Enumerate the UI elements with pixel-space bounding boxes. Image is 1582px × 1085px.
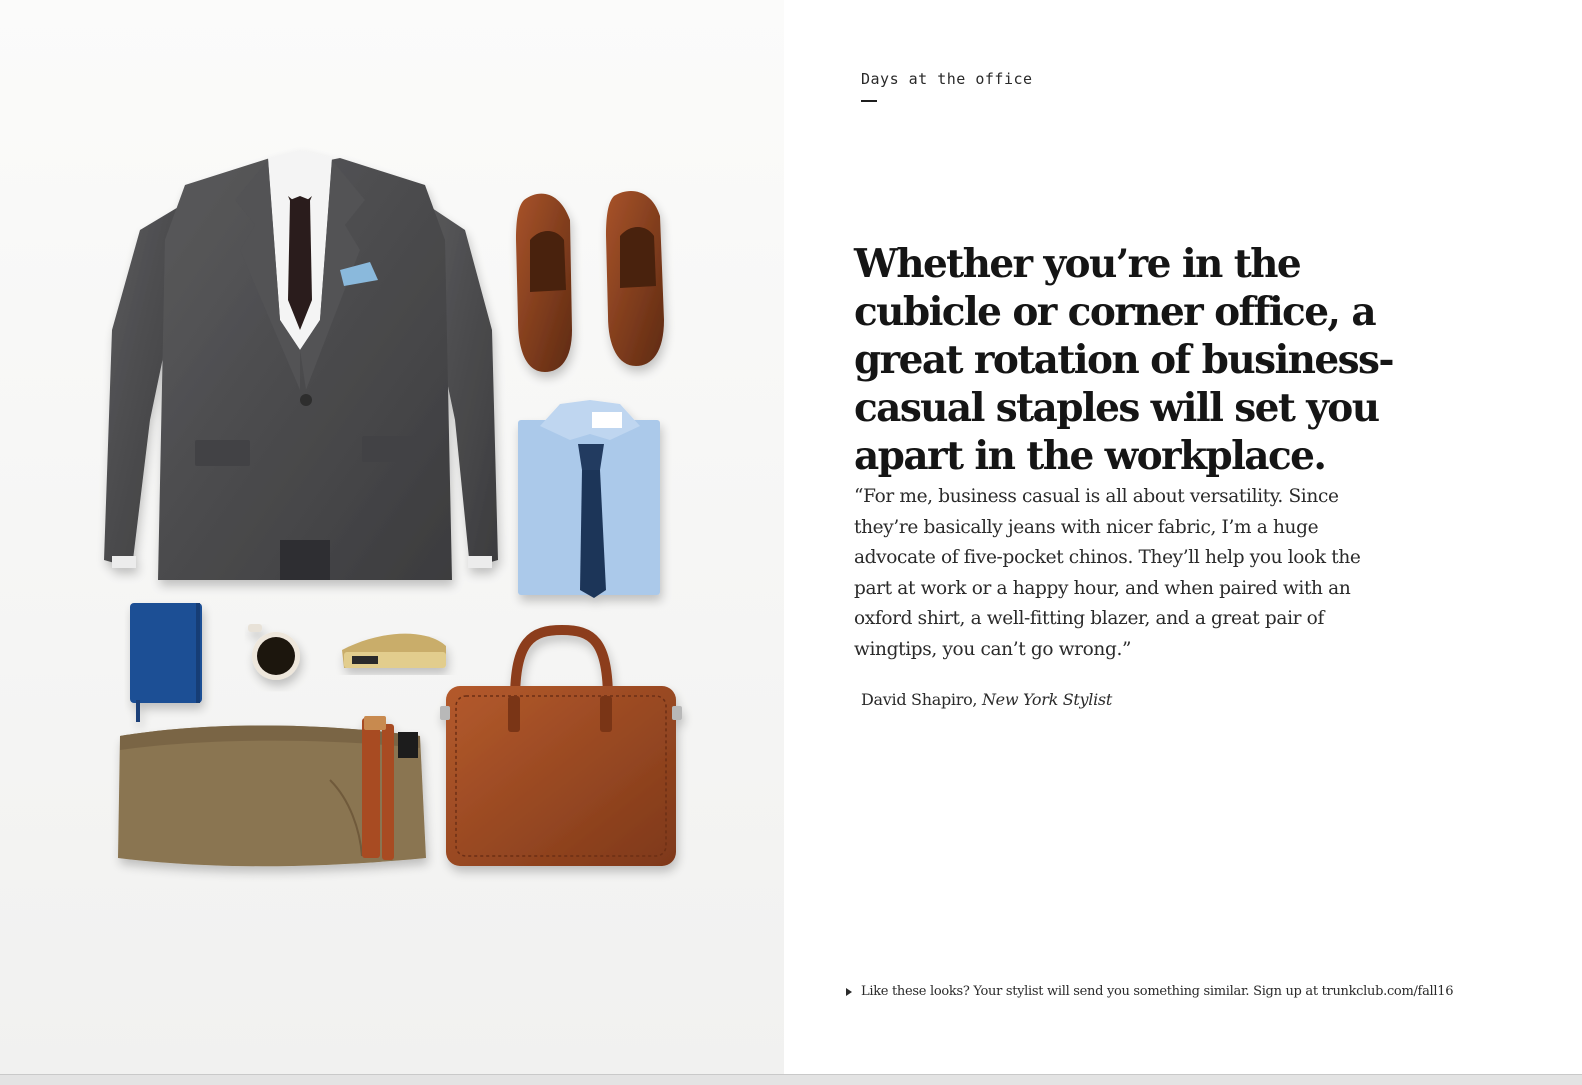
- signup-cta[interactable]: [846, 984, 1453, 999]
- outfit-photo: [0, 0, 784, 1074]
- attribution-role: New York Stylist: [981, 690, 1112, 709]
- play-triangle-icon: [846, 988, 852, 996]
- chinos-item: [118, 716, 426, 866]
- quote-attribution: [861, 690, 1112, 709]
- section-label: Days at the office: [861, 70, 1033, 88]
- page-bottom-edge: [0, 1074, 1582, 1085]
- stylist-quote: “For me, business casual is all about versatility. Since they’re basically jeans with nicer fabric, I’m a huge advocate of five-pocket chinos. They’ll help you look the part at work or a happy hour, and when paired with an oxford shirt, a well-fitting blazer, and a great pair of wingtips, you can’t go wrong.”: [854, 486, 1361, 660]
- attribution-name: David Shapiro,: [861, 690, 978, 709]
- signup-cta-text[interactable]: Like these looks? Your stylist will send you something similar. Sign up at trunkclub.com/fall16: [861, 984, 1454, 999]
- dress-shirt-item: [518, 400, 660, 598]
- editorial-panel: [784, 0, 1582, 1074]
- section-divider: [861, 100, 877, 102]
- headline: Whether you’re in the cubicle or corner office, a great rotation of business-casual staples will set you apart in the workplace.: [854, 241, 1393, 479]
